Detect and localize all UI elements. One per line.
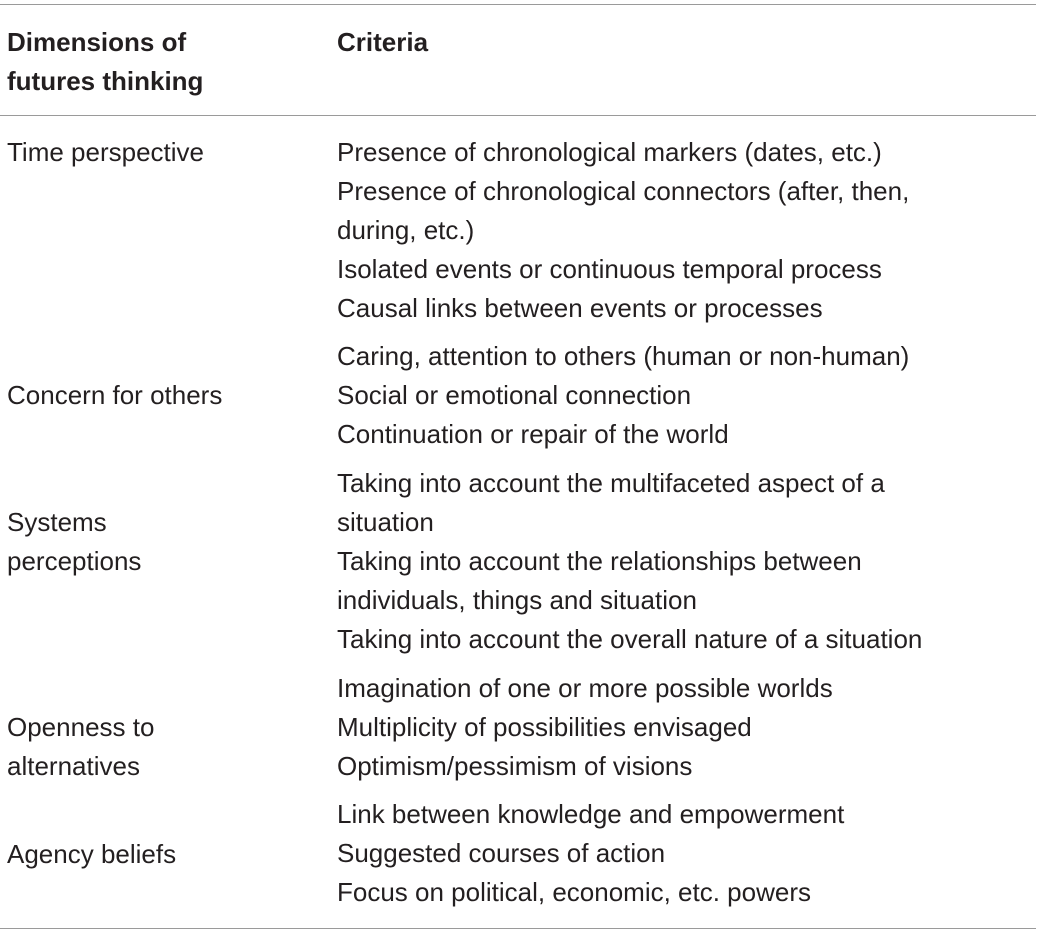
criteria-line: Presence of chronological markers (dates, etc.): [337, 137, 882, 167]
criteria-line: Optimism/pessimism of visions: [337, 751, 693, 781]
criteria-line: Isolated events or continuous temporal process: [337, 254, 882, 284]
header-dimensions-line-2: futures thinking: [7, 66, 204, 96]
header-criteria: Criteria: [337, 27, 429, 57]
criteria-line: situation: [337, 507, 434, 537]
dimension-line: Agency beliefs: [7, 839, 177, 869]
criteria-agency-beliefs: [337, 795, 997, 912]
criteria-line: Continuation or repair of the world: [337, 419, 729, 449]
dimension-line: Time perspective: [7, 137, 204, 167]
criteria-line: Imagination of one or more possible worlds: [337, 673, 833, 703]
criteria-line: during, etc.): [337, 215, 475, 245]
table-bottom-rule: [0, 928, 1036, 929]
dimension-line: Openness to: [7, 712, 155, 742]
criteria-line: Social or emotional connection: [337, 380, 692, 410]
header-dimensions: [7, 23, 307, 101]
dimension-concern-for-others: [7, 376, 307, 415]
table-header-rule: [0, 115, 1036, 116]
dimension-time-perspective: [7, 133, 307, 172]
criteria-line: Taking into account the overall nature of a situation: [337, 624, 923, 654]
criteria-concern-for-others: [337, 337, 997, 454]
dimension-line: perceptions: [7, 546, 142, 576]
dimension-openness-to-alternatives: [7, 708, 307, 786]
criteria-line: Causal links between events or processes: [337, 293, 823, 323]
criteria-line: Focus on political, economic, etc. powers: [337, 877, 811, 907]
dimension-line: alternatives: [7, 751, 140, 781]
criteria-line: Multiplicity of possibilities envisaged: [337, 712, 752, 742]
criteria-systems-perceptions: [337, 464, 997, 659]
criteria-time-perspective: [337, 133, 997, 328]
criteria-line: Presence of chronological connectors (after, then,: [337, 176, 910, 206]
dimension-systems-perceptions: [7, 503, 307, 581]
criteria-line: Link between knowledge and empowerment: [337, 799, 845, 829]
dimension-line: Systems: [7, 507, 107, 537]
header-dimensions-line-1: Dimensions of: [7, 27, 187, 57]
criteria-line: Taking into account the relationships between: [337, 546, 862, 576]
dimension-agency-beliefs: [7, 835, 307, 874]
dimension-line: Concern for others: [7, 380, 223, 410]
criteria-line: Taking into account the multifaceted aspect of a: [337, 468, 885, 498]
criteria-line: Suggested courses of action: [337, 838, 666, 868]
table-top-rule: [0, 4, 1036, 5]
criteria-openness-to-alternatives: [337, 669, 997, 786]
criteria-line: Caring, attention to others (human or non-human): [337, 341, 910, 371]
criteria-line: individuals, things and situation: [337, 585, 697, 615]
